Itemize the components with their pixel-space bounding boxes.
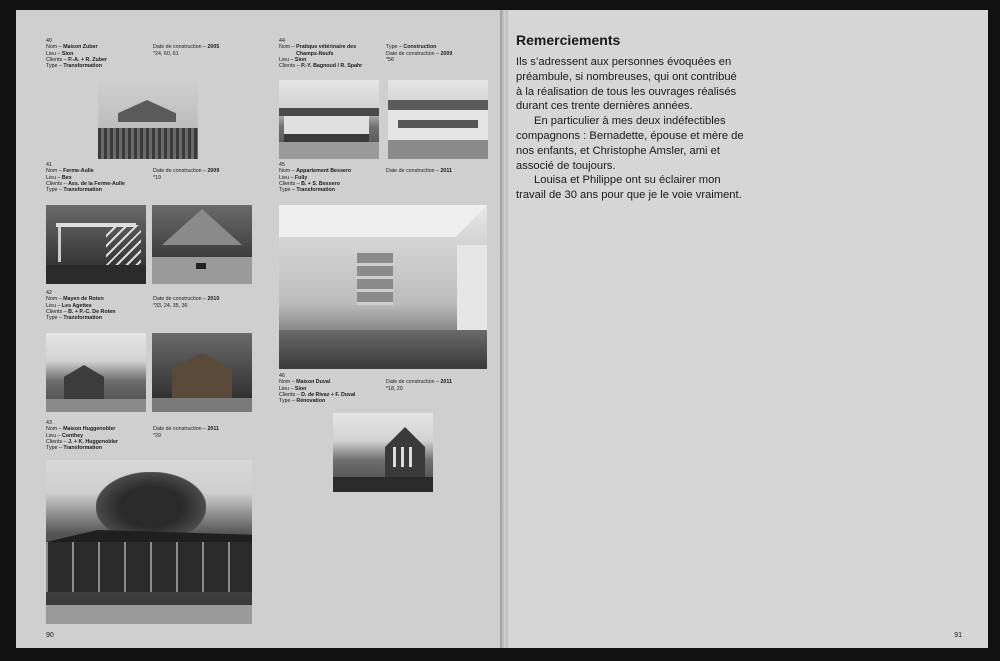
- entry-place: Sion: [61, 50, 74, 57]
- photo-veterinaire-1: [279, 80, 379, 159]
- photo-maison-zuber: [98, 80, 198, 159]
- catalog-entry-40: 40 Nom – Maison Zuber Lieu – Sion Clients – P.-A. + R. Zuber Type – Transformation Date de construction – 2005 *24, 60, 61: [46, 38, 246, 78]
- entry-date: 2005: [207, 44, 220, 51]
- catalog-entry-41: 41 Nom – Ferme-Aulle Lieu – Bex Clients – Ass. de la Ferme-Aulle Type – Transformation Date de construction – 2009 *19: [46, 162, 220, 194]
- section-title: Remerciements: [516, 32, 621, 48]
- right-page: [508, 10, 988, 648]
- photo-appartement-bessero: [279, 205, 487, 369]
- photo-ferme-aulle-interior: [152, 205, 252, 284]
- page-number-left: 90: [46, 632, 54, 639]
- photo-maison-duval: [333, 413, 433, 492]
- paragraph: Louisa et Philippe ont su éclairer mon travail de 30 ans pour que je le voie vraiment.: [516, 174, 742, 202]
- photo-mayen-de-roten-1: [46, 333, 146, 412]
- catalog-entry-43: 43 Nom – Maison Huggenobler Lieu – Conthey Clients – J. + K. Huggenobler Type – Transformation Date de construction – 2011 *29: [46, 420, 219, 452]
- catalog-entry-44: 44 Nom – Pratique vétérinaire des Champs-Neufs Lieu – Sion Clients – P.-Y. Bagnoud / R. Spahr Type – Construction Date de construction – 2009 *56: [279, 38, 453, 70]
- entry-type: Transformation: [63, 63, 102, 70]
- entry-clients: P.-A. + R. Zuber: [68, 56, 107, 63]
- photo-maison-huggenobler: [46, 460, 252, 624]
- photo-veterinaire-2: [388, 80, 488, 159]
- catalog-entry-42: 42 Nom – Mayen de Roten Lieu – Les Agettes Clients – B. + P.-C. De Roten Type – Transformation Date de construction – 2010 *33, 24, 35, 36: [46, 290, 220, 322]
- photo-ferme-aulle-stairs: [46, 205, 146, 284]
- entry-refs: *24, 60, 61: [153, 50, 179, 57]
- paragraph: En particulier à mes deux indéfectibles compagnons : Bernadette, épouse et mère de nos enfants, et Christophe Amsler, ami et associé de toujours.: [516, 115, 744, 172]
- entry-number: 40: [46, 38, 52, 44]
- catalog-entry-46: 46 Nom – Maison Duval Lieu – Sion Clients – D. de Rivaz + F. Duval Type – Rénovation Date de construction – 2011 *18, 20: [279, 373, 452, 405]
- page-number-right: 91: [954, 632, 962, 639]
- entry-name: Maison Zuber: [63, 44, 98, 51]
- left-page: [16, 10, 506, 648]
- photo-mayen-de-roten-2: [152, 333, 252, 412]
- paragraph: Ils s’adressent aux personnes évoquées en préambule, si nombreuses, qui ont contribué à la réalisation de tous les ouvrages réalisés durant ces trente dernières années.: [516, 56, 737, 113]
- acknowledgements-text: [516, 55, 746, 203]
- catalog-entry-45: 45 Nom – Appartement Bessero Lieu – Fully Clients – B. + S. Bessero Type – Transformation Date de construction – 2011: [279, 162, 452, 194]
